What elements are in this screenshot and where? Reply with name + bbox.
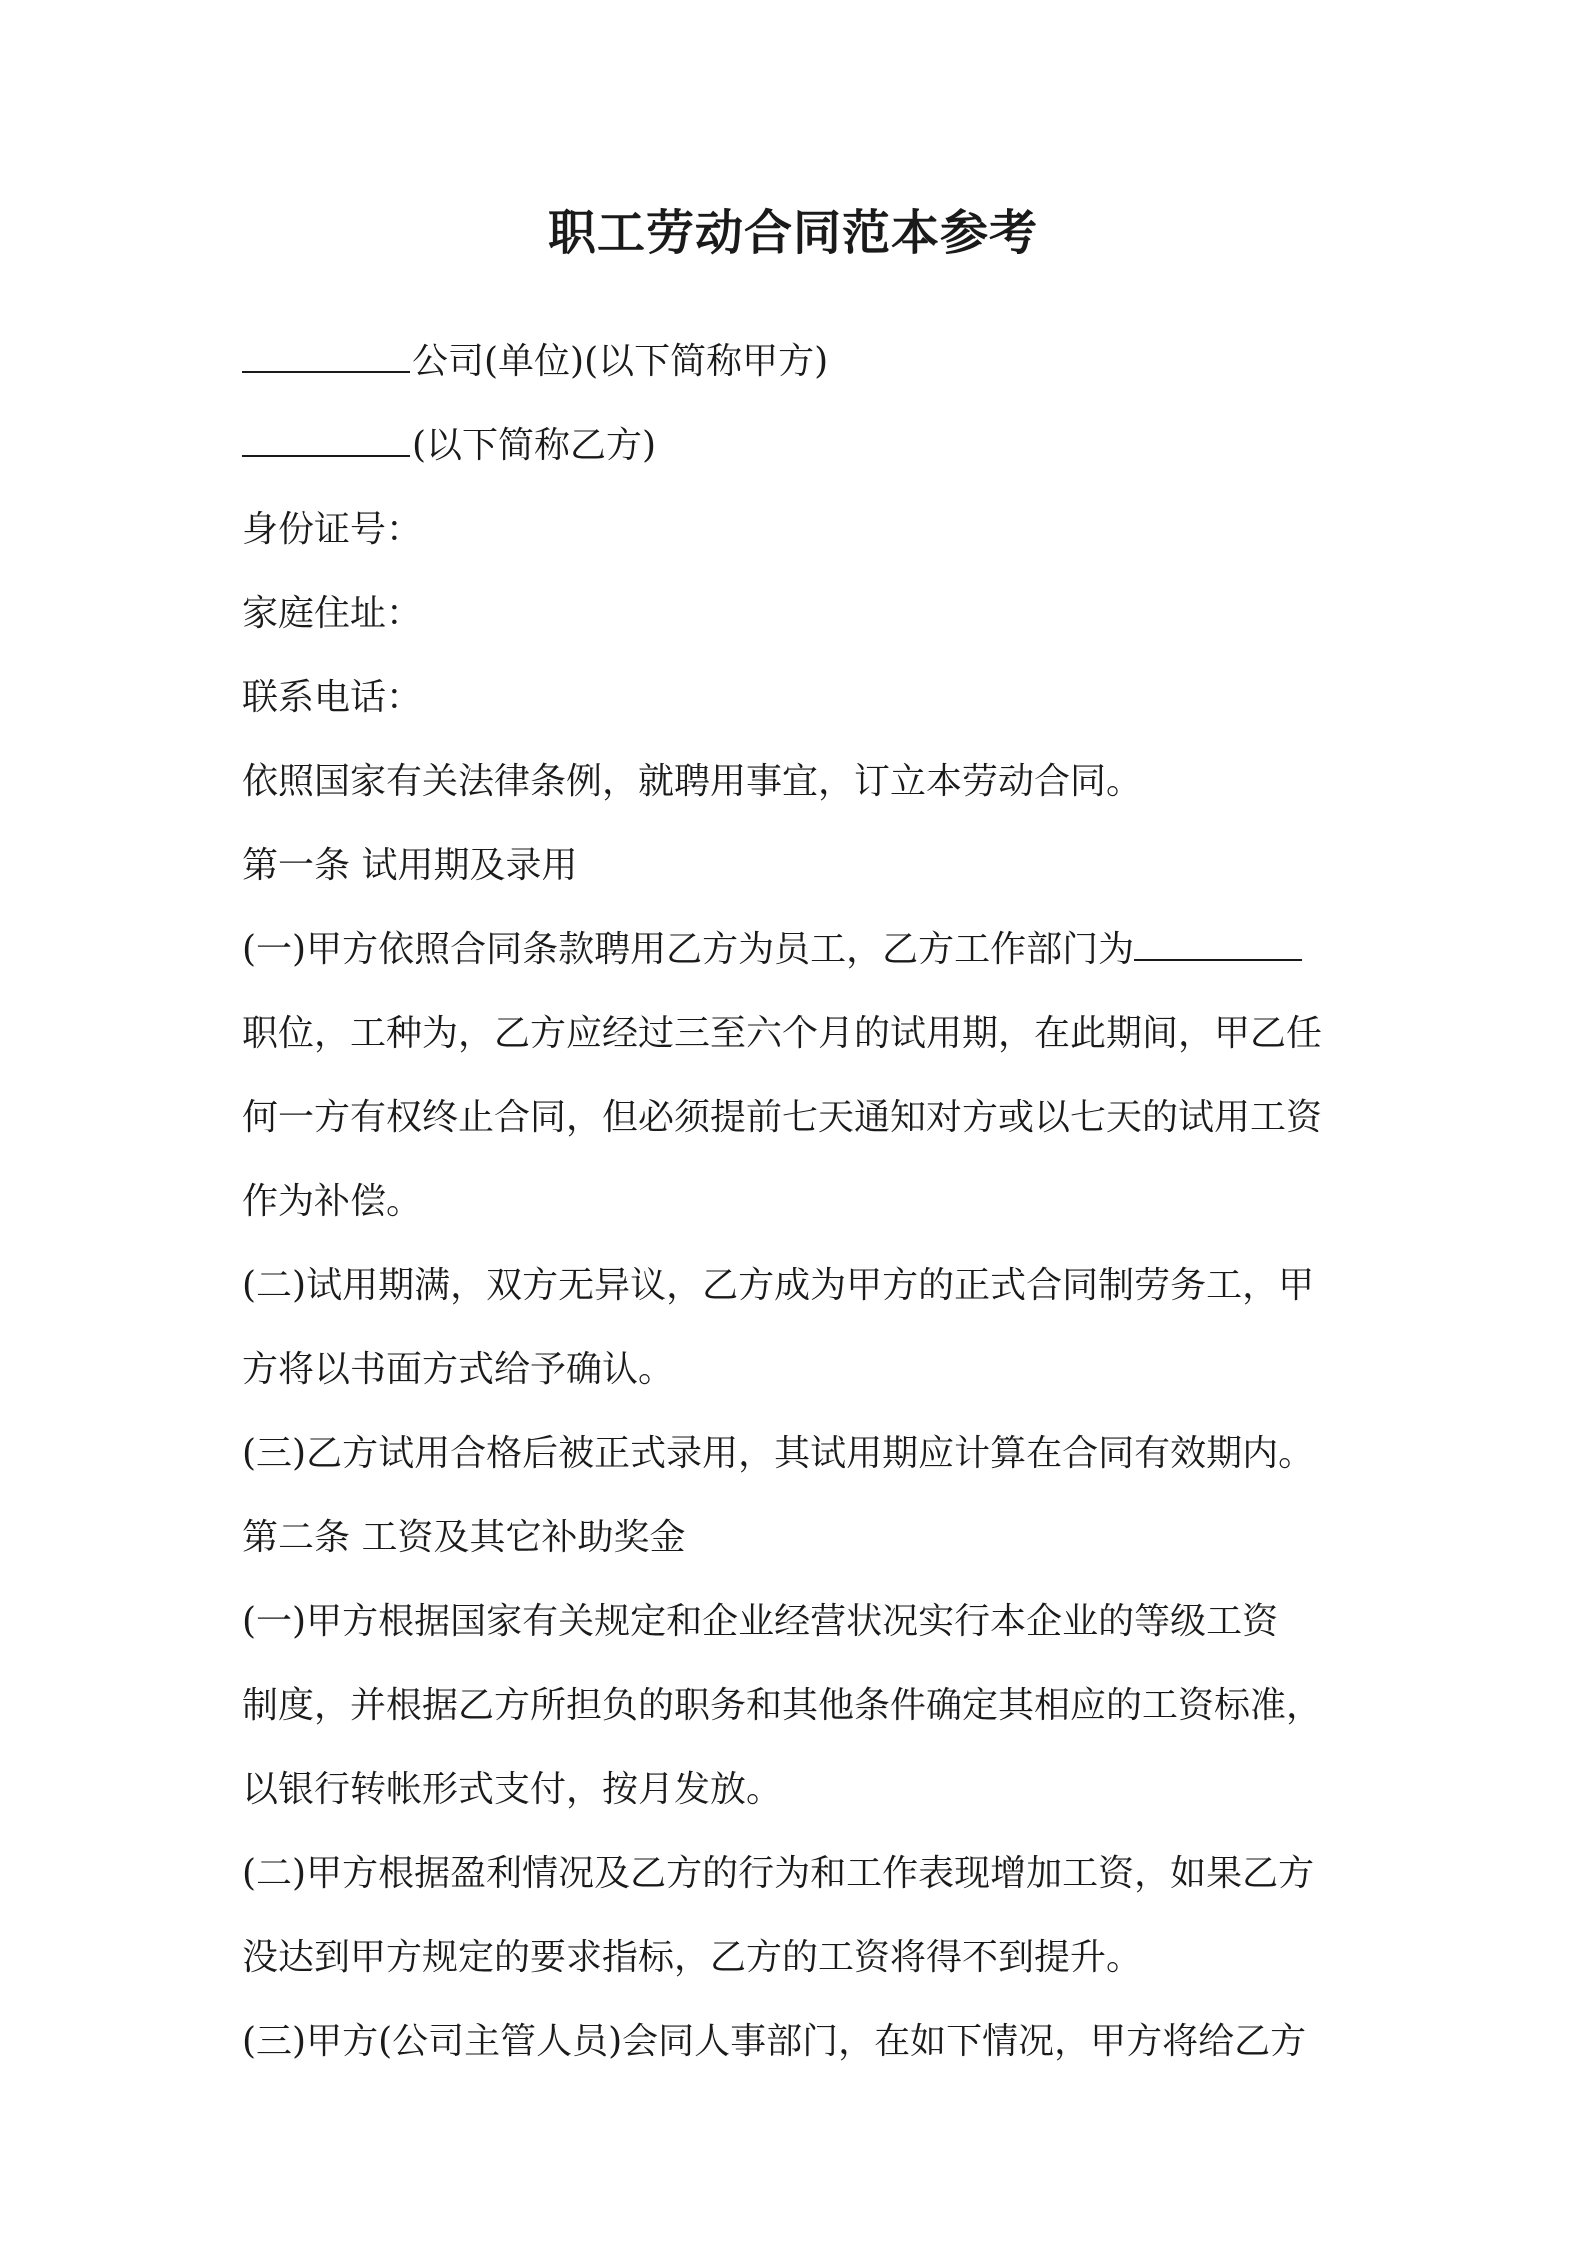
article-2-clause-3-line-1: (三)甲方(公司主管人员)会同人事部门，在如下情况，甲方将给乙方: [242, 2021, 1307, 2062]
department-blank: [1134, 923, 1302, 961]
article-1-clause-3-line-1: (三)乙方试用合格后被正式录用，其试用期应计算在合同有效期内。: [242, 1433, 1315, 1474]
article-1-clause-1-line-4: 作为补偿。: [242, 1181, 423, 1222]
party-a-text: 公司(单位)(以下简称甲方): [412, 341, 829, 382]
article-1-clause-2-line-1: (二)试用期满，双方无异议，乙方成为甲方的正式合同制劳务工，甲: [242, 1265, 1315, 1306]
article-2-clause-2-line-1: (二)甲方根据盈利情况及乙方的行为和工作表现增加工资，如果乙方: [242, 1853, 1315, 1894]
article-1-clause-1-line-3: 何一方有权终止合同，但必须提前七天通知对方或以七天的试用工资: [242, 1097, 1323, 1138]
home-address-line: 家庭住址：: [242, 593, 423, 634]
clause-text: (一)甲方依照合同条款聘用乙方为员工，乙方工作部门为: [242, 929, 1135, 970]
article-1-heading: 第一条 试用期及录用: [242, 845, 578, 886]
document-body: [242, 320, 1362, 2084]
party-a-name-blank: [242, 335, 410, 373]
article-1-clause-1-line-1: [242, 908, 1362, 992]
party-b-text: (以下简称乙方): [412, 425, 657, 466]
article-2-clause-1-line-2: 制度，并根据乙方所担负的职务和其他条件确定其相应的工资标准，: [242, 1685, 1323, 1726]
party-b-line: [242, 404, 1362, 488]
preamble-line: 依照国家有关法律条例，就聘用事宜，订立本劳动合同。: [242, 761, 1143, 802]
article-1-clause-1-line-2: 职位，工种为，乙方应经过三至六个月的试用期，在此期间，甲乙任: [242, 1013, 1323, 1054]
article-2-clause-2-line-2: 没达到甲方规定的要求指标，乙方的工资将得不到提升。: [242, 1937, 1143, 1978]
id-number-line: 身份证号：: [242, 509, 423, 550]
document-title: 职工劳动合同范本参考: [547, 205, 1038, 261]
phone-line: 联系电话：: [242, 677, 423, 718]
article-1-clause-2-line-2: 方将以书面方式给予确认。: [242, 1349, 675, 1390]
party-a-line: [242, 320, 1362, 404]
article-2-heading: 第二条 工资及其它补助奖金: [242, 1517, 686, 1558]
article-2-clause-1-line-3: 以银行转帐形式支付，按月发放。: [242, 1769, 783, 1810]
party-b-name-blank: [242, 419, 410, 457]
article-2-clause-1-line-1: (一)甲方根据国家有关规定和企业经营状况实行本企业的等级工资: [242, 1601, 1279, 1642]
